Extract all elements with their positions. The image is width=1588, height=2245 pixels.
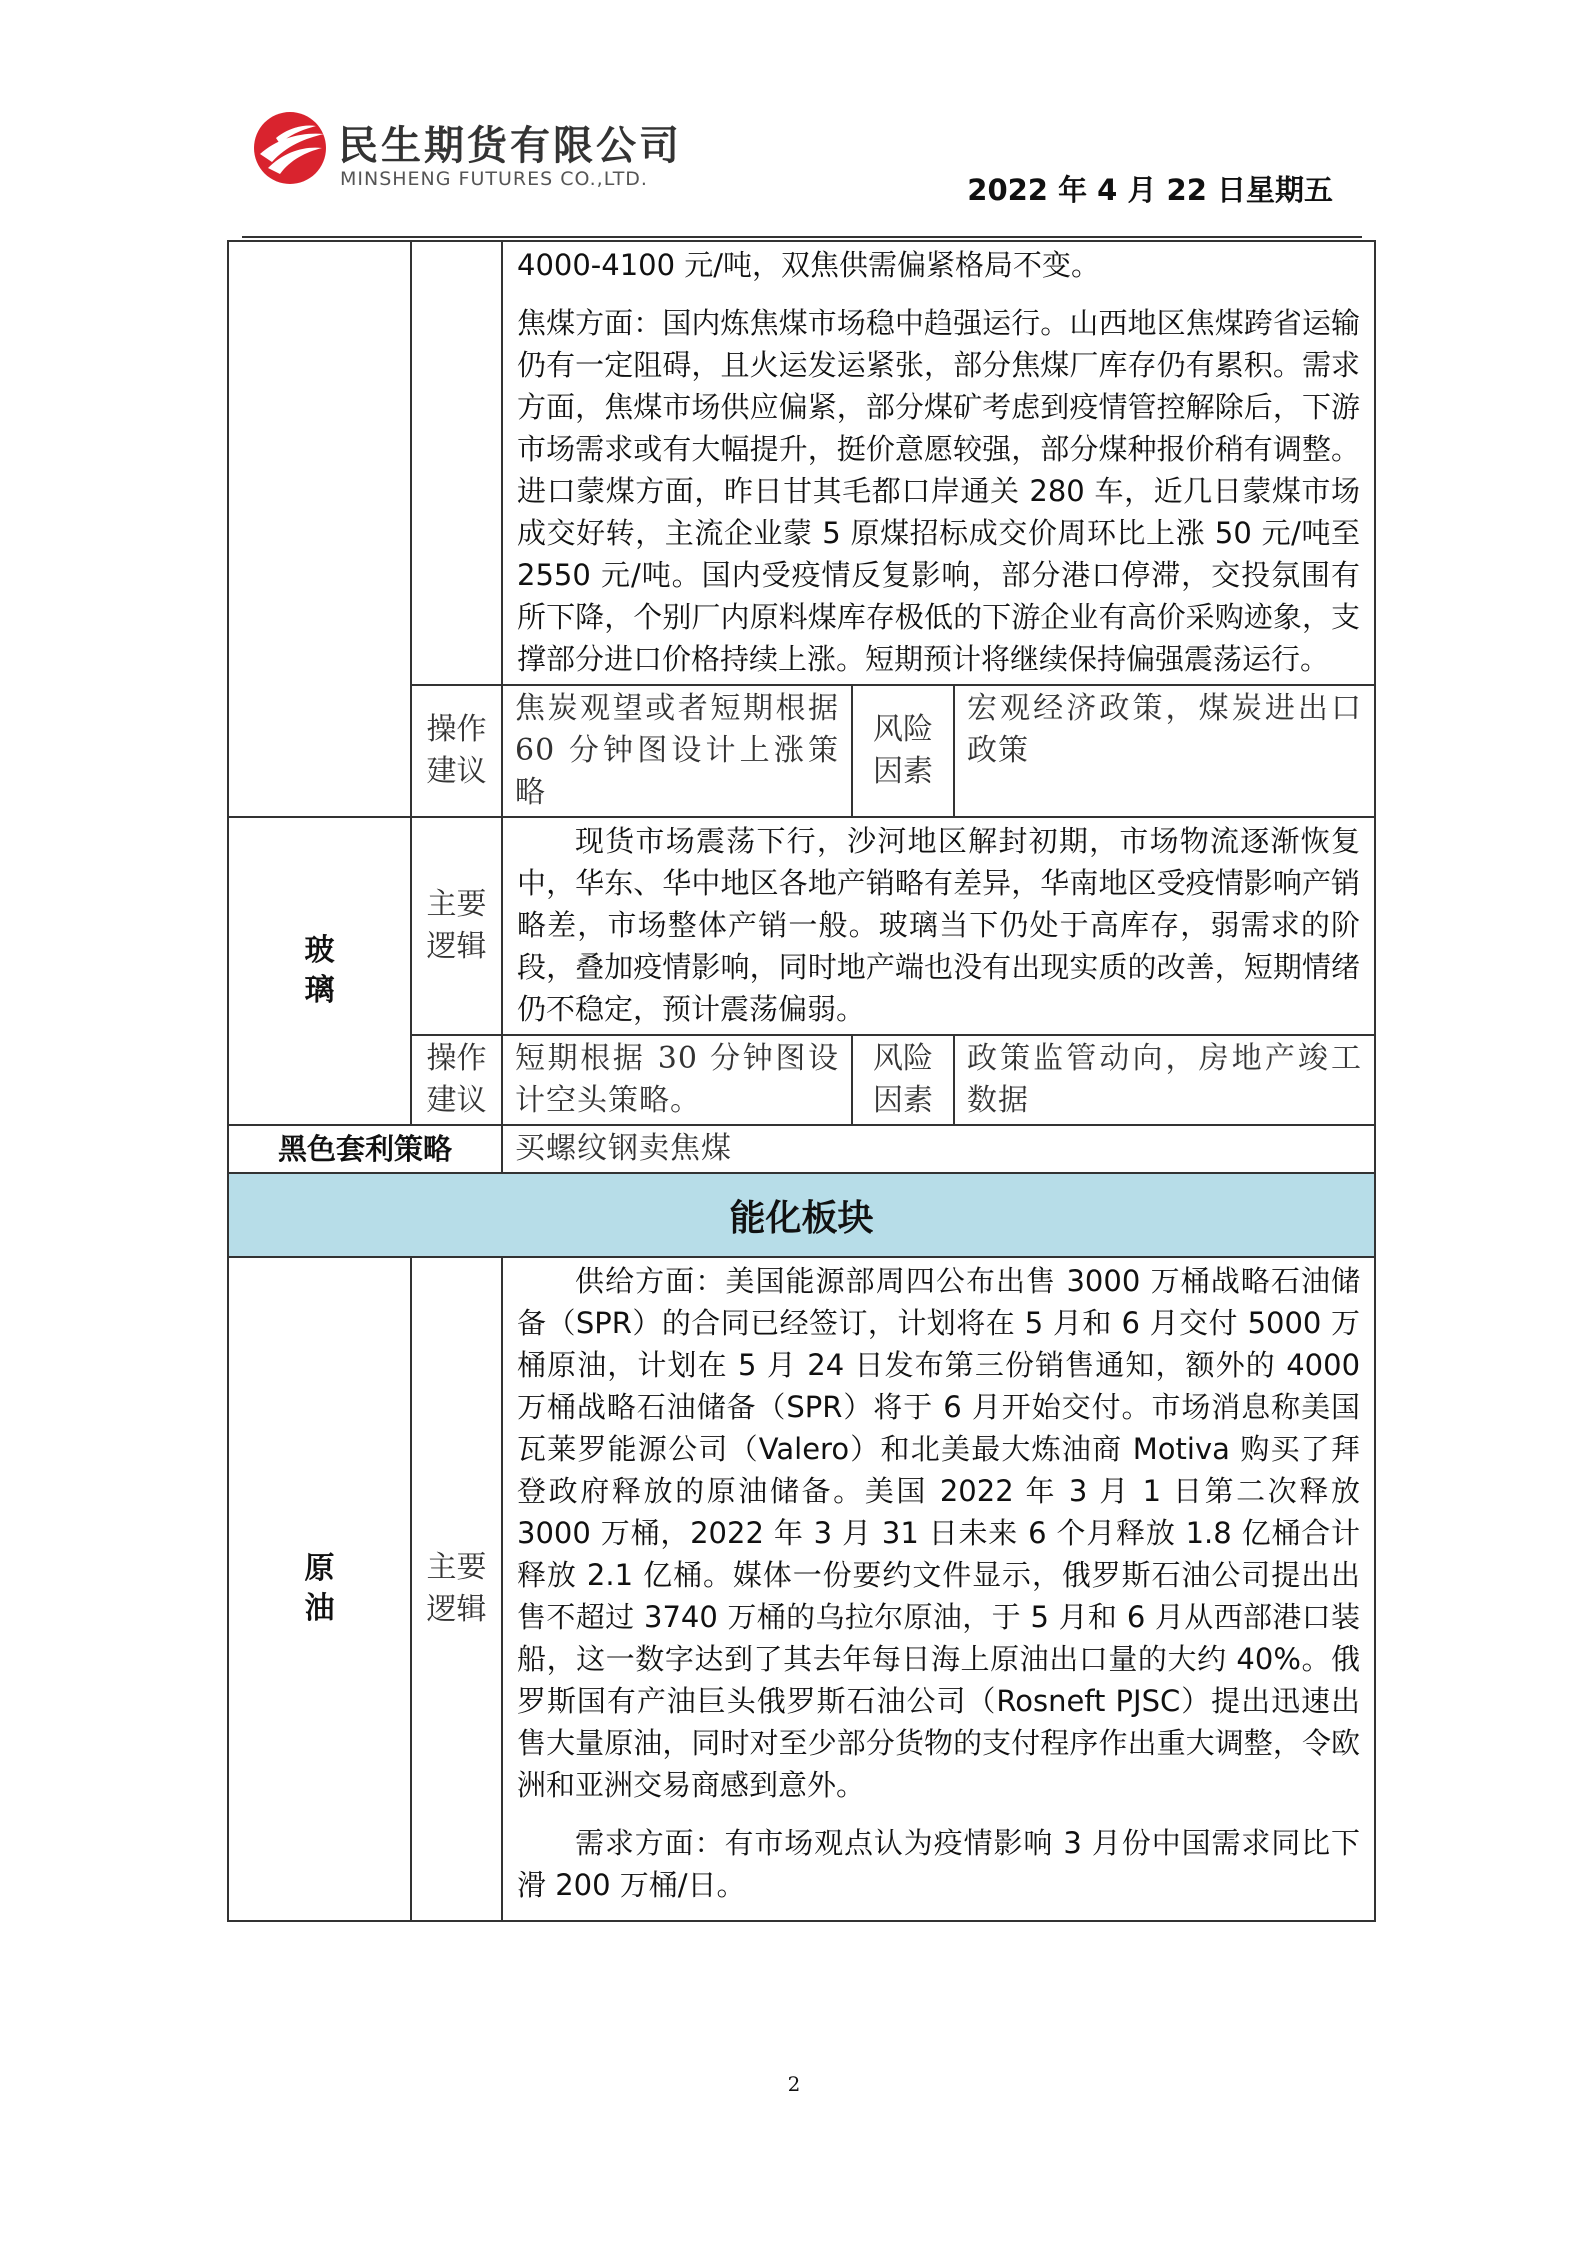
commodity-glass: 玻 璃 <box>228 817 411 1125</box>
crude-demand-text: 需求方面：有市场观点认为疫情影响 3 月份中国需求同比下滑 200 万桶/日。 <box>517 1826 1361 1902</box>
coke-op-text: 焦炭观望或者短期根据 60 分钟图设计上涨策略 <box>515 691 839 810</box>
page-header <box>0 0 1588 240</box>
glass-op-text: 短期根据 30 分钟图设计空头策略。 <box>515 1041 839 1118</box>
table-row <box>228 1125 1375 1173</box>
coke-risk-text: 宏观经济政策，煤炭进出口政策 <box>967 691 1363 768</box>
glass-logic-text: 现货市场震荡下行，沙河地区解封初期，市场物流逐渐恢复中，华东、华中地区各地产销略有差异，华南地区受疫情影响产销略差，市场整体产销一般。玻璃当下仍处于高库存，弱需求的阶段，叠加疫情影响，同时地产端也没有出现实质的改善，短期情绪仍不稳定，预计震荡偏弱。 <box>517 824 1361 1026</box>
minsheng-logo-icon <box>250 108 330 188</box>
report-date: 2022 年 4 月 22 日星期五 <box>967 173 1333 207</box>
glass-risk-text: 政策监管动向，房地产竣工数据 <box>967 1041 1363 1118</box>
arbitrage-label: 黑色套利策略 <box>228 1125 502 1173</box>
company-name-cn: 民生期货有限公司 <box>338 123 682 169</box>
logic-label: 主要逻辑 <box>411 817 502 1035</box>
op-text-cell <box>502 1035 852 1125</box>
risk-text-cell <box>954 1035 1375 1125</box>
op-label: 操作建议 <box>411 685 502 817</box>
table-row <box>228 1257 1375 1921</box>
logic-text-cell <box>502 1257 1375 1921</box>
risk-label: 风险因素 <box>852 685 954 817</box>
risk-text-cell <box>954 685 1375 817</box>
logic-text-cell <box>502 817 1375 1035</box>
logic-text-cell <box>502 241 1375 685</box>
logic-label: 主要逻辑 <box>411 1257 502 1921</box>
logic-label-cell <box>411 241 502 685</box>
page-number: 2 <box>787 2072 801 2096</box>
table-row <box>228 1173 1375 1257</box>
arbitrage-text: 买螺纹钢卖焦煤 <box>515 1131 732 1166</box>
section-heading-energy: 能化板块 <box>228 1173 1375 1257</box>
header-divider <box>242 236 1362 238</box>
strategy-table <box>227 240 1376 1922</box>
risk-label: 风险因素 <box>852 1035 954 1125</box>
table-row <box>228 817 1375 1035</box>
op-label: 操作建议 <box>411 1035 502 1125</box>
crude-supply-text: 供给方面：美国能源部周四公布出售 3000 万桶战略石油储备（SPR）的合同已经签订，计划将在 5 月和 6 月交付 5000 万桶原油，计划在 5 月 24 日发布第三份销售通知，额外的 4000 万桶战略石油储备（SPR）将于 6 月开始交付。市场消息称美国瓦莱罗能源公司（Valero）和北美最大炼油商 Motiva 购买了拜登政府释放的原油储备。美国 2022 年 3 月 1 日第二次释放 3000 万桶，2022 年 3 月 31 日未来 6 个月释放 1.8 亿桶合计释放 2.1 亿桶。媒体一份要约文件显示，俄罗斯石油公司提出出售不超过 3740 万桶的乌拉尔原油，于 5 月和 6 月从西部港口装船，这一数字达到了其去年每日海上原油出口量的大约 40%。俄罗斯国有产油巨头俄罗斯石油公司（Rosneft PJSC）提出迅速出售大量原油，同时对至少部分货物的支付程序作出重大调整，令欧洲和亚洲交易商感到意外。 <box>517 1264 1361 1802</box>
table-row <box>228 241 1375 685</box>
op-text-cell <box>502 685 852 817</box>
company-name-en: MINSHENG FUTURES CO.,LTD. <box>340 168 648 190</box>
arbitrage-text-cell <box>502 1125 1375 1173</box>
commodity-crude: 原 油 <box>228 1257 411 1921</box>
company-logo <box>250 108 730 198</box>
coking-coal-text: 焦煤方面：国内炼焦煤市场稳中趋强运行。山西地区焦煤跨省运输仍有一定阻碍，且火运发运紧张，部分焦煤厂库存仍有累积。需求方面，焦煤市场供应偏紧，部分煤矿考虑到疫情管控解除后，下游市场需求或有大幅提升，挺价意愿较强，部分煤种报价稍有调整。进口蒙煤方面，昨日甘其毛都口岸通关 280 车，近几日蒙煤市场成交好转，主流企业蒙 5 原煤招标成交价周环比上涨 50 元/吨至 2550 元/吨。国内受疫情反复影响，部分港口停滞，交投氛围有所下降，个别厂内原料煤库存极低的下游企业有高价采购迹象，支撑部分进口价格持续上涨。短期预计将继续保持偏强震荡运行。 <box>517 306 1361 676</box>
commodity-cell-coke <box>228 241 411 817</box>
coke-continuation-text: 4000-4100 元/吨，双焦供需偏紧格局不变。 <box>517 248 1101 282</box>
